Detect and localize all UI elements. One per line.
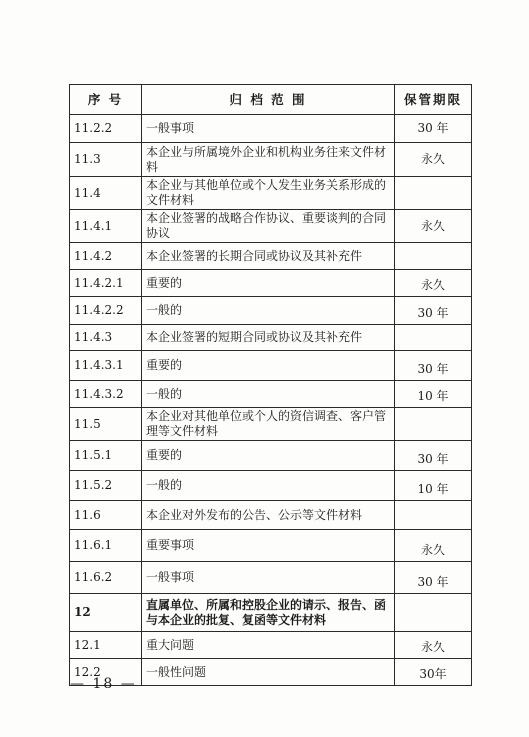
table-row xyxy=(70,501,472,530)
row-period xyxy=(395,177,472,210)
row-period xyxy=(395,594,472,632)
row-code: 11.4.2 xyxy=(70,243,142,270)
table-row xyxy=(70,297,472,325)
row-code: 11.3 xyxy=(70,143,142,177)
row-code: 11.6.2 xyxy=(70,562,142,594)
row-scope: 一般的 xyxy=(142,381,395,408)
row-period: 10 年 xyxy=(395,381,472,408)
row-code: 12.1 xyxy=(70,632,142,659)
row-scope: 本企业签署的短期合同或协议及其补充件 xyxy=(142,325,395,351)
row-scope: 重要的 xyxy=(142,351,395,381)
table-row xyxy=(70,115,472,143)
row-code: 11.4.1 xyxy=(70,210,142,243)
row-scope: 重要的 xyxy=(142,270,395,297)
row-scope: 一般事项 xyxy=(142,562,395,594)
row-code: 11.5.2 xyxy=(70,471,142,501)
table-row xyxy=(70,243,472,270)
row-scope: 本企业与所属境外企业和机构业务往来文件材料 xyxy=(142,143,395,177)
row-code: 11.4.3.1 xyxy=(70,351,142,381)
table-row xyxy=(70,594,472,632)
row-code: 11.4.3.2 xyxy=(70,381,142,408)
table-header-row xyxy=(70,85,472,115)
row-period: 永久 xyxy=(395,632,472,659)
row-scope: 重要的 xyxy=(142,441,395,471)
table-row xyxy=(70,210,472,243)
row-code: 11.4.2.2 xyxy=(70,297,142,325)
row-scope: 本企业对外发布的公告、公示等文件材料 xyxy=(142,501,395,530)
row-scope: 本企业签署的战略合作协议、重要谈判的合同协议 xyxy=(142,210,395,243)
table-row xyxy=(70,471,472,501)
row-scope: 一般的 xyxy=(142,471,395,501)
table-row xyxy=(70,177,472,210)
row-code: 11.4 xyxy=(70,177,142,210)
table-row xyxy=(70,530,472,562)
table-row xyxy=(70,562,472,594)
row-code: 11.2.2 xyxy=(70,115,142,143)
row-scope: 重大问题 xyxy=(142,632,395,659)
row-scope: 直属单位、所属和控股企业的请示、报告、函与本企业的批复、复函等文件材料 xyxy=(142,594,395,632)
row-period xyxy=(395,408,472,441)
page-number: — 18 — xyxy=(70,676,137,692)
row-scope: 一般的 xyxy=(142,297,395,325)
row-scope: 重要事项 xyxy=(142,530,395,562)
table-row xyxy=(70,381,472,408)
table-row xyxy=(70,143,472,177)
table-row xyxy=(70,325,472,351)
row-period: 永久 xyxy=(395,210,472,243)
row-scope: 一般性问题 xyxy=(142,659,395,686)
row-period xyxy=(395,325,472,351)
header-code: 序 号 xyxy=(70,85,142,115)
row-code: 11.6.1 xyxy=(70,530,142,562)
row-period: 永久 xyxy=(395,270,472,297)
row-period: 30 年 xyxy=(395,441,472,471)
row-period xyxy=(395,501,472,530)
row-code: 11.5.1 xyxy=(70,441,142,471)
row-period: 10 年 xyxy=(395,471,472,501)
row-period: 30 年 xyxy=(395,562,472,594)
row-period: 永久 xyxy=(395,530,472,562)
row-period: 永久 xyxy=(395,143,472,177)
row-scope: 本企业对其他单位或个人的资信调查、客户管理等文件材料 xyxy=(142,408,395,441)
row-scope: 一般事项 xyxy=(142,115,395,143)
row-period: 30 年 xyxy=(395,297,472,325)
table-row xyxy=(70,351,472,381)
row-period: 30 年 xyxy=(395,351,472,381)
header-scope: 归 档 范 围 xyxy=(142,85,395,115)
archive-retention-table xyxy=(69,84,472,686)
row-scope: 本企业与其他单位或个人发生业务关系形成的文件材料 xyxy=(142,177,395,210)
table-row xyxy=(70,270,472,297)
header-period: 保管期限 xyxy=(395,85,472,115)
table-row xyxy=(70,632,472,659)
row-code: 11.4.3 xyxy=(70,325,142,351)
table-row xyxy=(70,441,472,471)
row-code: 11.4.2.1 xyxy=(70,270,142,297)
row-code: 12 xyxy=(70,594,142,632)
table-row xyxy=(70,408,472,441)
row-code: 12.2 xyxy=(70,659,142,686)
row-code: 11.6 xyxy=(70,501,142,530)
row-period xyxy=(395,243,472,270)
row-period: 30年 xyxy=(395,659,472,686)
row-code: 11.5 xyxy=(70,408,142,441)
row-period: 30 年 xyxy=(395,115,472,143)
row-scope: 本企业签署的长期合同或协议及其补充件 xyxy=(142,243,395,270)
